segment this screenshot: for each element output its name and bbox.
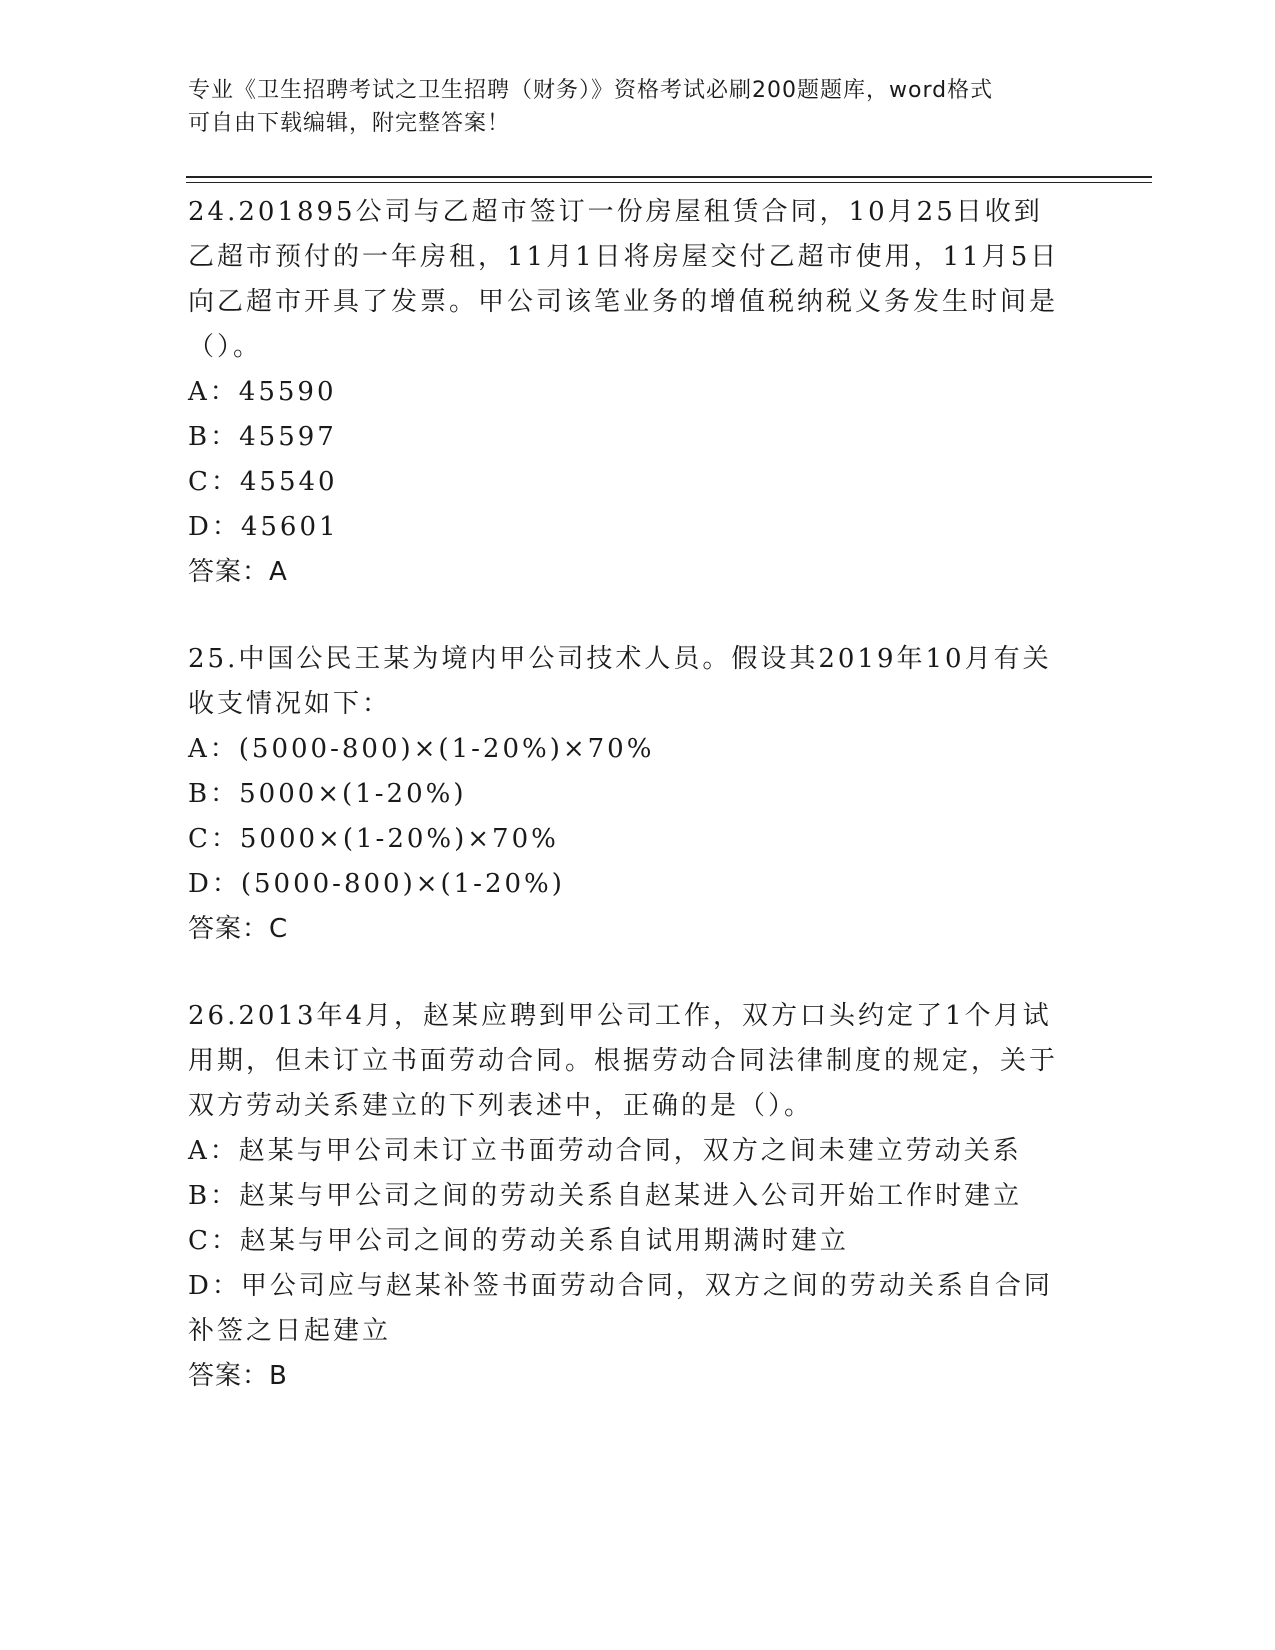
option-d: D：45601 — [188, 512, 339, 542]
option-a: A：赵某与甲公司未订立书面劳动合同，双方之间未建立劳动关系 — [188, 1136, 1022, 1166]
option-b: B：5000×(1-20%) — [188, 779, 467, 809]
option-c: C：45540 — [188, 467, 338, 497]
question-26 — [188, 994, 1088, 1399]
question-spacer — [188, 952, 1088, 994]
option-c: C：5000×(1-20%)×70% — [188, 824, 559, 854]
header-divider-thin — [186, 182, 1152, 183]
question-text: 26.2013年4月，赵某应聘到甲公司工作，双方口头约定了1个月试用期，但未订立书面劳动合同。根据劳动合同法律制度的规定，关于双方劳动关系建立的下列表述中，正确的是（）。 — [188, 1001, 1059, 1121]
question-24 — [188, 190, 1088, 595]
question-spacer — [188, 595, 1088, 637]
option-b: B：45597 — [188, 422, 337, 452]
document-header — [188, 74, 1068, 140]
option-d: D：(5000-800)×(1-20%) — [188, 869, 565, 899]
option-d: D：甲公司应与赵某补签书面劳动合同，双方之间的劳动关系自合同补签之日起建立 — [188, 1271, 1053, 1346]
header-divider-thick — [186, 176, 1152, 178]
option-a: A：45590 — [188, 377, 337, 407]
answer: 答案：C — [188, 914, 289, 944]
answer: 答案：A — [188, 557, 288, 587]
question-list — [188, 190, 1088, 1399]
answer: 答案：B — [188, 1361, 288, 1391]
question-text: 25.中国公民王某为境内甲公司技术人员。假设其2019年10月有关收支情况如下： — [188, 644, 1052, 719]
question-text: 24.201895公司与乙超市签订一份房屋租赁合同，10月25日收到乙超市预付的一年房租，11月1日将房屋交付乙超市使用，11月5日向乙超市开具了发票。甲公司该笔业务的增值税纳税义务发生时间是（）。 — [188, 197, 1060, 362]
question-25 — [188, 637, 1088, 952]
option-c: C：赵某与甲公司之间的劳动关系自试用期满时建立 — [188, 1226, 849, 1256]
header-line-1: 专业《卫生招聘考试之卫生招聘（财务）》资格考试必刷200题题库，word格式 — [188, 78, 994, 103]
header-line-2: 可自由下载编辑，附完整答案！ — [188, 111, 511, 136]
option-b: B：赵某与甲公司之间的劳动关系自赵某进入公司开始工作时建立 — [188, 1181, 1023, 1211]
option-a: A：(5000-800)×(1-20%)×70% — [188, 734, 655, 764]
